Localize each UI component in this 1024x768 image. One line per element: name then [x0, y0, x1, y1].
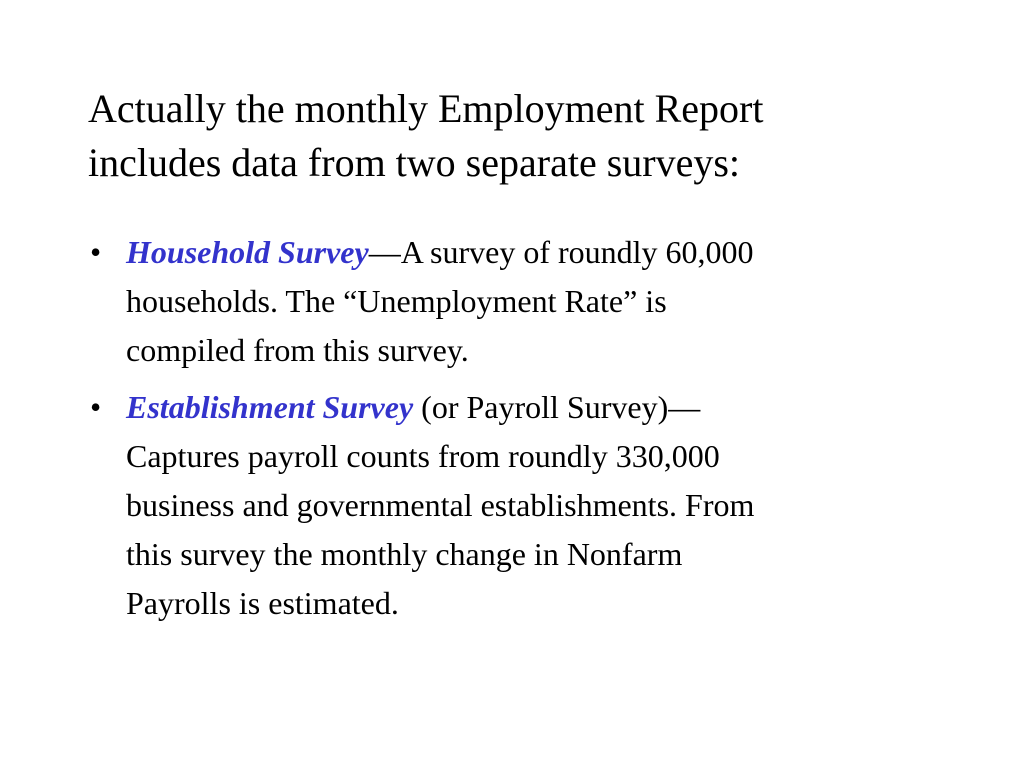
bullet-text-line-2: Captures payroll counts from roundly 330,000	[126, 438, 720, 474]
bullet-text-line-1: —A survey of roundly 60,000	[368, 234, 754, 270]
title-line-1: Actually the monthly Employment Report	[88, 86, 764, 131]
bullet-establishment-survey	[90, 383, 930, 628]
term-household-survey: Household Survey	[126, 234, 369, 270]
bullet-text-line-3: compiled from this survey.	[126, 332, 469, 368]
bullet-text-line-5: Payrolls is estimated.	[126, 585, 399, 621]
bullet-marker: •	[90, 389, 102, 425]
bullet-text-line-1: (or Payroll Survey)—	[413, 389, 701, 425]
slide-title	[88, 82, 968, 190]
bullet-text-line-3: business and governmental establishments. From	[126, 487, 755, 523]
bullet-text-line-4: this survey the monthly change in Nonfarm	[126, 536, 683, 572]
bullet-marker: •	[90, 234, 102, 270]
bullet-household-survey	[90, 228, 930, 375]
bullet-text-line-2: households. The “Unemployment Rate” is	[126, 283, 667, 319]
term-establishment-survey: Establishment Survey	[126, 389, 414, 425]
bullet-list	[90, 228, 930, 636]
title-line-2: includes data from two separate surveys:	[88, 140, 741, 185]
